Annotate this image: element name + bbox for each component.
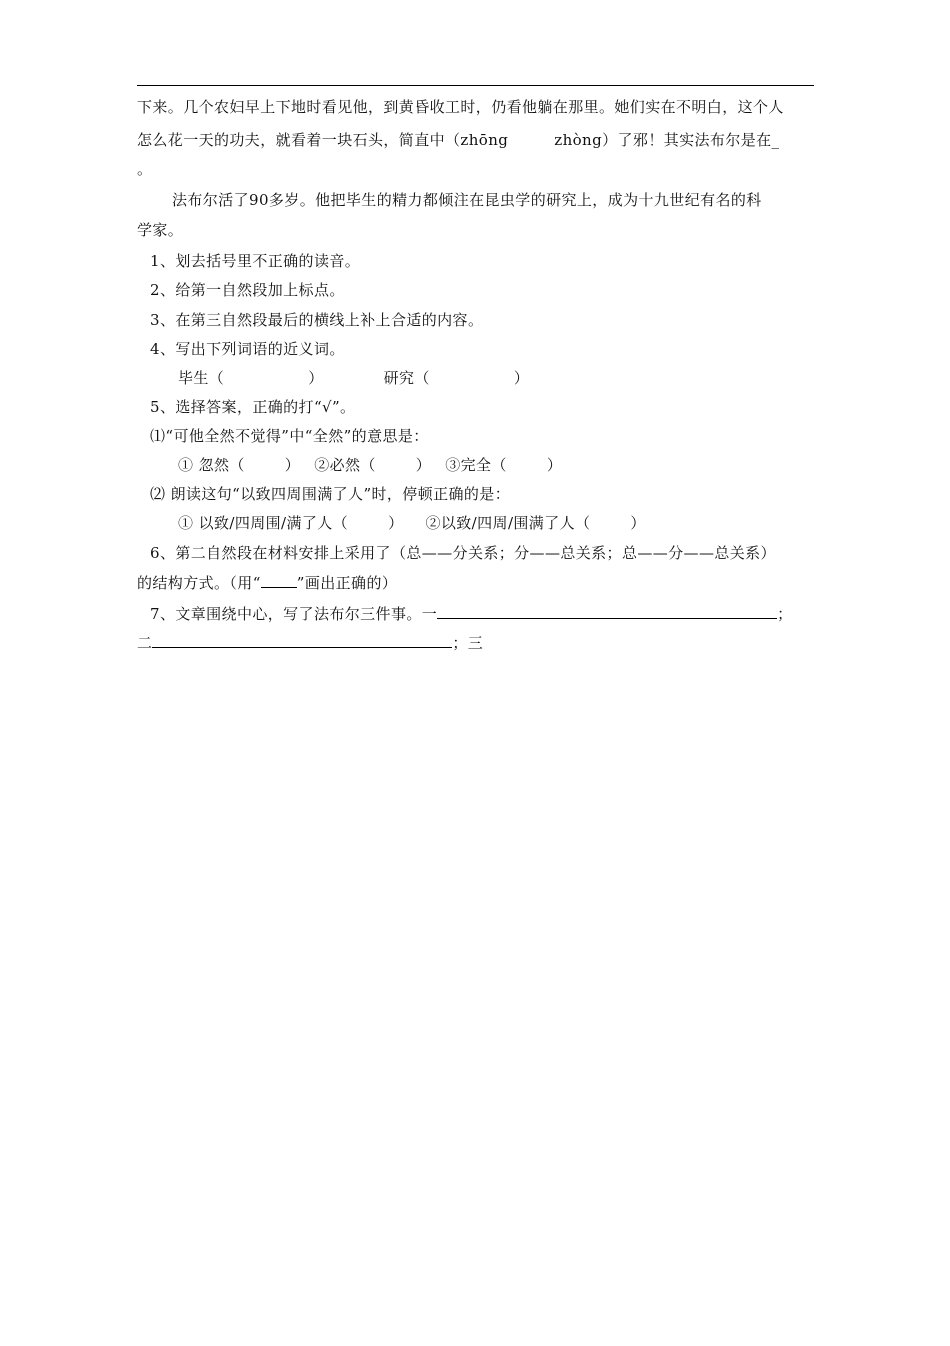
question-6 — [150, 543, 776, 563]
text: ②以致/四周/围满了人（ — [425, 514, 591, 532]
text: ） — [415, 456, 432, 474]
text: ） — [546, 456, 563, 474]
answer-line[interactable] — [152, 633, 452, 648]
text: ⑴“可他全然不觉得”中“全然”的意思是： — [150, 427, 429, 445]
text: ） — [388, 514, 404, 532]
question-5-sub2 — [150, 484, 510, 504]
text: ”画出正确的） — [296, 574, 398, 592]
answer-line[interactable] — [437, 604, 777, 619]
question-2 — [150, 280, 345, 300]
text: 二 — [137, 634, 153, 652]
text: 6、第二自然段在材料安排上采用了（总——分关系；分——总关系；总——分——总关系） — [150, 544, 776, 562]
question-5-sub2-options — [178, 513, 646, 533]
text: 法布尔活了90多岁。他把毕生的精力都倾注在昆虫学的研究上，成为十九世纪有名的科 — [172, 191, 762, 209]
text: ） — [630, 514, 646, 532]
text: ；三 — [452, 634, 484, 652]
header-rule — [137, 85, 814, 86]
text: 3、在第三自然段最后的横线上补上合适的内容。 — [150, 311, 484, 329]
question-5 — [150, 397, 355, 417]
text: ① 忽然（ — [178, 456, 245, 474]
text: 毕生（ — [178, 369, 225, 387]
text: 学家。 — [137, 221, 184, 239]
question-7-line2 — [137, 633, 483, 653]
text: 怎么花一天的功夫，就看着一块石头，简直中（zhōng — [137, 131, 509, 149]
question-5-sub1 — [150, 426, 429, 446]
question-3 — [150, 310, 483, 330]
text: 1、划去括号里不正确的读音。 — [150, 252, 361, 270]
question-5-sub1-options — [178, 455, 562, 475]
text: 。 — [137, 160, 153, 178]
paragraph-line — [137, 220, 183, 240]
paragraph-line — [137, 97, 784, 117]
text: 2、给第一自然段加上标点。 — [150, 281, 345, 299]
text: ⑵ 朗读这句“以致四周围满了人”时，停顿正确的是： — [150, 485, 511, 503]
text: zhòng）了邪！其实法布尔是在_ — [554, 131, 780, 149]
text: ） — [513, 369, 530, 387]
paragraph-line — [137, 159, 152, 179]
text: 4、写出下列词语的近义词。 — [150, 340, 345, 358]
paragraph-line — [137, 130, 779, 150]
text: ③完全（ — [445, 456, 507, 474]
text: 7、文章围绕中心，写了法布尔三件事。一 — [150, 605, 438, 623]
text: 5、选择答案，正确的打“√”。 — [150, 398, 356, 416]
question-1 — [150, 251, 360, 271]
text: 的结构方式。（用“ — [137, 574, 261, 592]
paragraph-line — [172, 190, 762, 210]
text: 研究（ — [383, 369, 430, 387]
question-4-answers — [178, 368, 529, 388]
text: ① 以致/四周围/满了人（ — [178, 514, 349, 532]
underline-sample — [261, 573, 297, 588]
question-7 — [150, 604, 793, 624]
question-6-line2 — [137, 573, 397, 593]
text: ） — [284, 456, 301, 474]
text: 下来。几个农妇早上下地时看见他，到黄昏收工时，仍看他躺在那里。她们实在不明白，这个人 — [137, 98, 784, 116]
text: ②必然（ — [314, 456, 376, 474]
question-4 — [150, 339, 345, 359]
text: ； — [777, 605, 793, 623]
text: ） — [308, 369, 324, 387]
